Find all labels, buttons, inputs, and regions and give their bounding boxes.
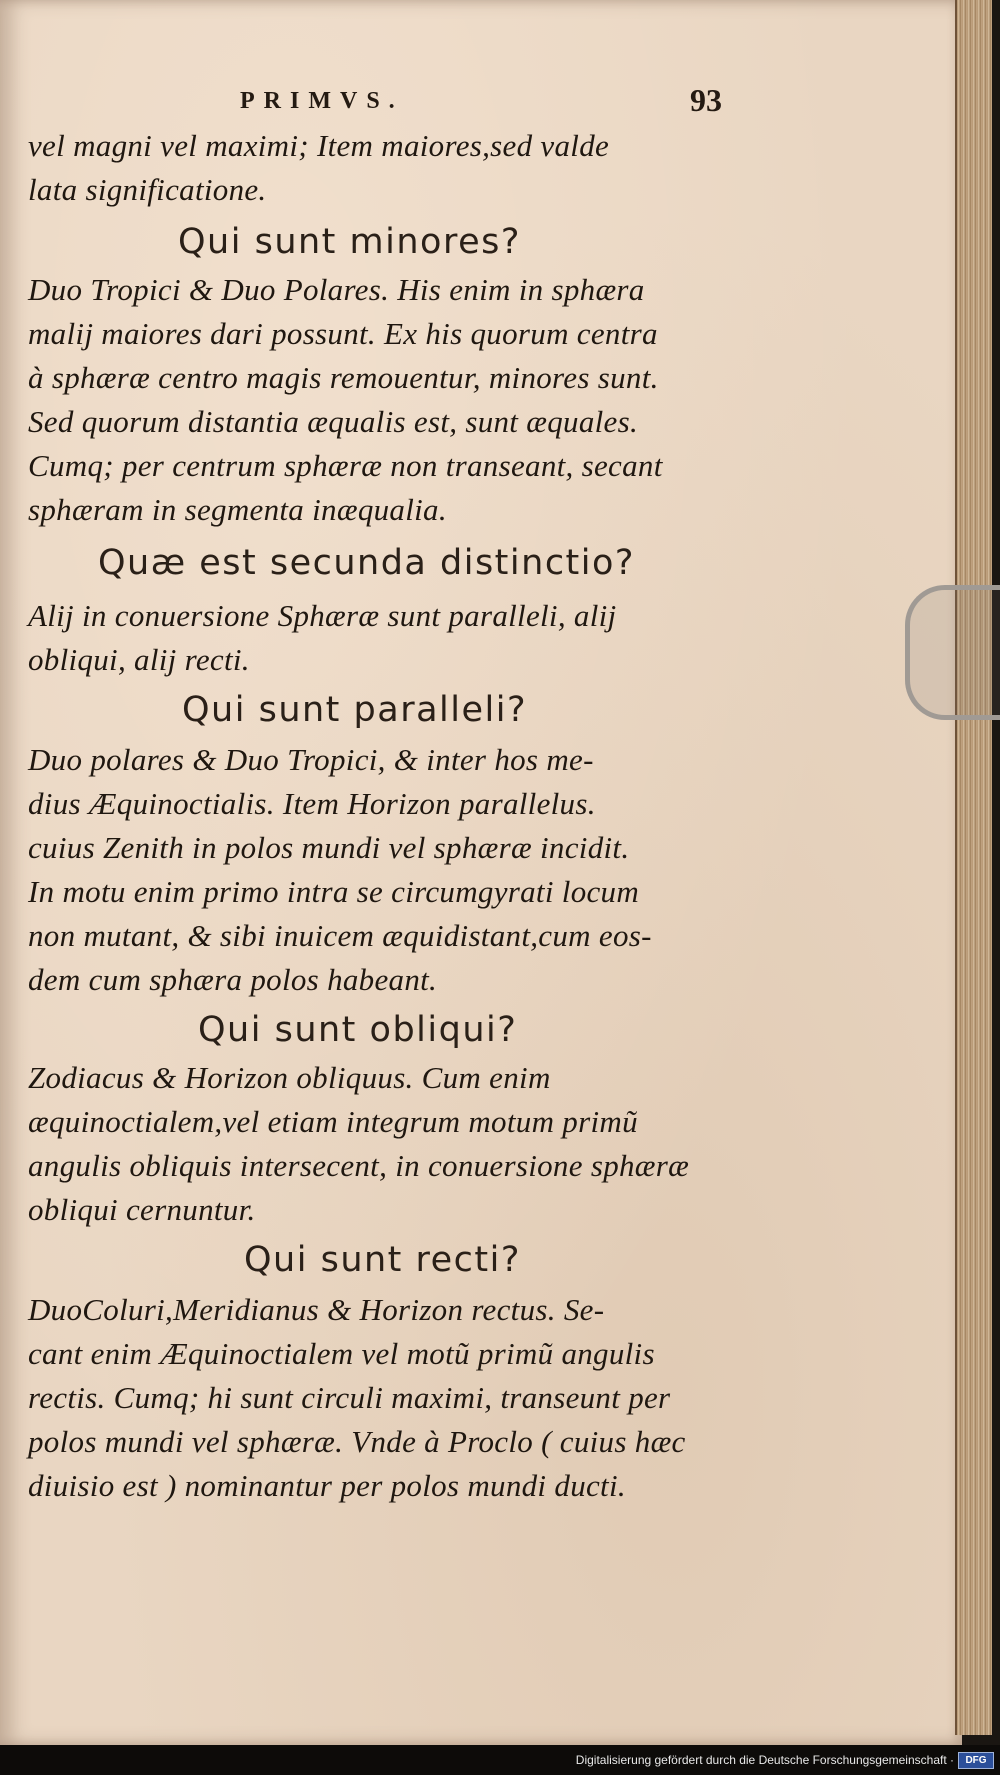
text-line: vel magni vel maximi; Item maiores,sed valde	[28, 128, 610, 163]
text-line: dius Æquinoctialis. Item Horizon parallelus.	[28, 786, 596, 821]
text-line: In motu enim primo intra se circumgyrati locum	[28, 874, 640, 909]
text-line: dem cum sphæra polos habeant.	[28, 962, 438, 997]
page-number: 93	[690, 82, 722, 118]
question-heading: Qui sunt minores?	[178, 222, 521, 262]
question-heading: Qui sunt paralleli?	[182, 690, 528, 730]
text-line: diuisio est ) nominantur per polos mundi ducti.	[28, 1468, 626, 1503]
text-line: Duo polares & Duo Tropici, & inter hos me-	[28, 742, 594, 777]
question-heading: Qui sunt obliqui?	[198, 1010, 518, 1050]
text-line: Zodiacus & Horizon obliquus. Cum enim	[28, 1060, 551, 1095]
text-line: obliqui, alij recti.	[28, 642, 250, 677]
text-line: malij maiores dari possunt. Ex his quorum centra	[28, 316, 658, 351]
text-line: cuius Zenith in polos mundi vel sphæræ incidit.	[28, 830, 630, 865]
text-line: cant enim Æquinoctialem vel motũ primũ angulis	[28, 1336, 655, 1371]
text-line: à sphæræ centro magis remouentur, minores sunt.	[28, 360, 659, 395]
text-line: Sed quorum distantia æqualis est, sunt æquales.	[28, 404, 639, 439]
text-line: Alij in conuersione Sphæræ sunt paralleli, alij	[28, 598, 617, 633]
footer-bar	[0, 1745, 1000, 1775]
page-header	[0, 82, 962, 128]
page-edges	[955, 0, 992, 1735]
dfg-logo-icon: DFG	[958, 1752, 994, 1769]
text-line: æquinoctialem,vel etiam integrum motum primũ	[28, 1104, 638, 1139]
text-line: obliqui cernuntur.	[28, 1192, 256, 1227]
page-clip	[905, 585, 1000, 720]
text-line: angulis obliquis intersecent, in conuersione sphæræ	[28, 1148, 690, 1183]
text-line: polos mundi vel sphæræ. Vnde à Proclo ( cuius hæc	[28, 1424, 686, 1459]
funding-credit: Digitalisierung gefördert durch die Deutsche Forschungsgemeinschaft ·	[575, 1753, 954, 1767]
text-line: lata significatione.	[28, 172, 267, 207]
text-line: Cumq; per centrum sphæræ non transeant, secant	[28, 448, 663, 483]
text-line: rectis. Cumq; hi sunt circuli maximi, transeunt per	[28, 1380, 671, 1415]
question-heading: Qui sunt recti?	[244, 1240, 521, 1280]
running-head: PRIMVS.	[240, 88, 404, 114]
question-heading: Quæ est secunda distinctio?	[98, 543, 635, 583]
text-line: sphæram in segmenta inæqualia.	[28, 492, 447, 527]
text-line: non mutant, & sibi inuicem æquidistant,cum eos-	[28, 918, 652, 953]
text-line: Duo Tropici & Duo Polares. His enim in sphæra	[28, 272, 645, 307]
text-line: DuoColuri,Meridianus & Horizon rectus. Se-	[28, 1292, 605, 1327]
